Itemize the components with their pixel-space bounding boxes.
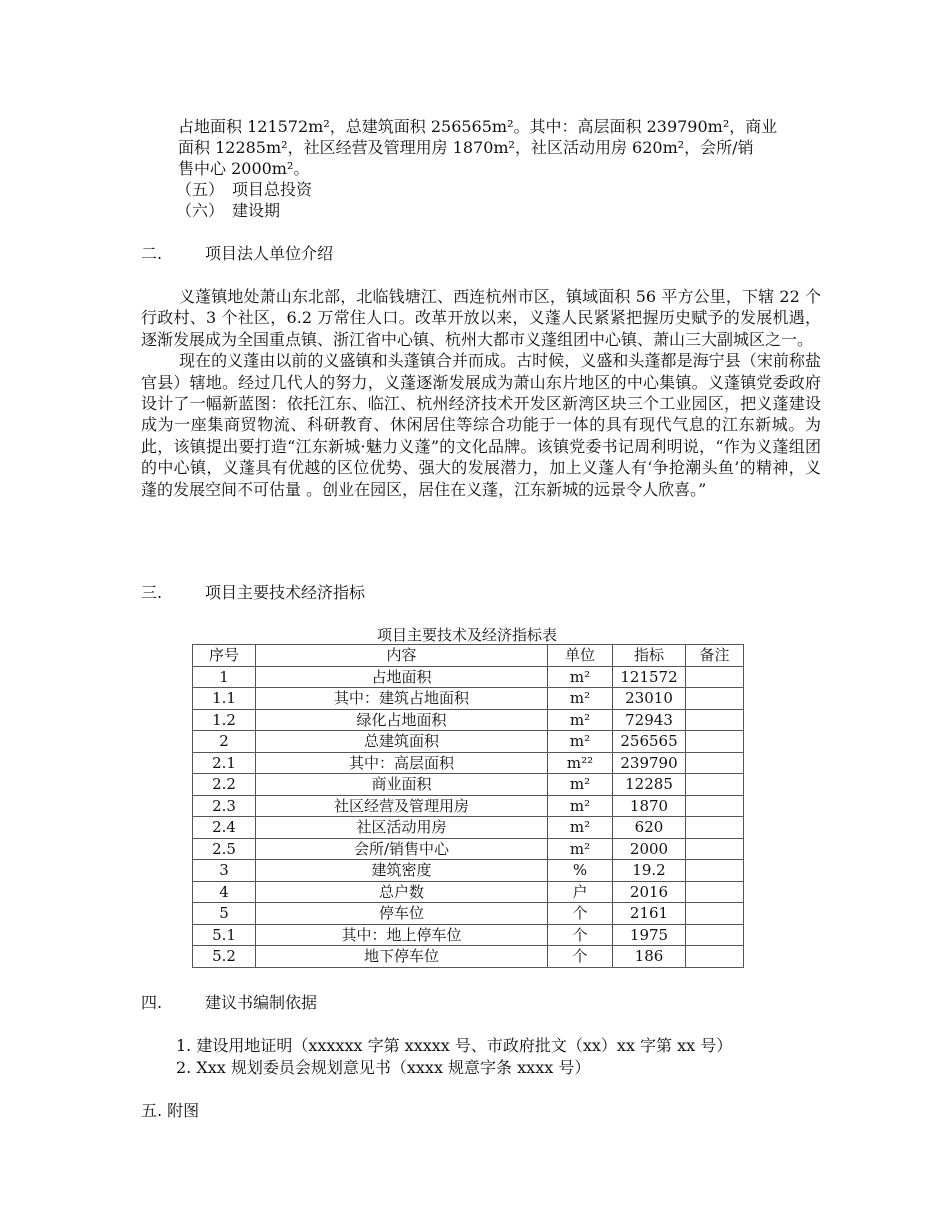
cell-value: 2161 xyxy=(613,903,686,925)
cell-unit: m² xyxy=(548,666,613,688)
cell-seq: 1.2 xyxy=(193,709,256,731)
table-row xyxy=(193,924,744,946)
cell-content: 总户数 xyxy=(256,881,548,903)
table-row xyxy=(193,903,744,925)
cell-seq: 2.4 xyxy=(193,817,256,839)
cell-content: 占地面积 xyxy=(256,666,548,688)
section-3-number: 三. xyxy=(141,583,163,602)
table-header-row xyxy=(193,645,744,667)
cell-remark xyxy=(686,709,744,731)
table-row xyxy=(193,860,744,882)
cell-seq: 1.1 xyxy=(193,688,256,710)
section-2-paragraph-2: 现在的义蓬由以前的义盛镇和头蓬镇合并而成。古时候，义盛和头蓬都是海宁县（宋前称盐官县）辖地。经过几代人的努力，义蓬逐渐发展成为萧山东片地区的中心集镇。义蓬镇党委政府设计了一幅新蓝图：依托江东、临江、杭州经济技术开发区新湾区块三个工业园区，把义蓬建设成为一座集商贸物流、科研教育、休闲居住等综合功能于一体的具有现代气息的江东新城。为此，该镇提出要打造“江东新城·魅力义蓬”的文化品牌。该镇党委书记周利明说，“作为义蓬组团的中心镇，义蓬具有优越的区位优势、强大的发展潜力，加上义蓬人有‘争抢潮头鱼’的精神，义蓬的发展空间不可估量 。创业在园区，居住在义蓬，江东新城的远景令人欣喜。” xyxy=(141,351,821,499)
table-title: 项目主要技术及经济指标表 xyxy=(376,626,557,644)
header-content: 内容 xyxy=(256,645,548,667)
cell-remark xyxy=(686,688,744,710)
cell-remark xyxy=(686,666,744,688)
cell-value: 12285 xyxy=(613,774,686,796)
cell-content: 会所/销售中心 xyxy=(256,838,548,860)
table-row xyxy=(193,774,744,796)
cell-unit: 户 xyxy=(548,881,613,903)
cell-unit: m² xyxy=(548,795,613,817)
cell-remark xyxy=(686,731,744,753)
cell-seq: 4 xyxy=(193,881,256,903)
cell-seq: 5 xyxy=(193,903,256,925)
cell-content: 绿化占地面积 xyxy=(256,709,548,731)
cell-content: 其中：建筑占地面积 xyxy=(256,688,548,710)
cell-unit: m² xyxy=(548,709,613,731)
basis-item-1: 1. 建设用地证明（xxxxxx 字第 xxxxx 号、市政府批文（xx）xx 字第 xx 号） xyxy=(176,1036,733,1055)
cell-unit: 个 xyxy=(548,903,613,925)
cell-value: 186 xyxy=(613,946,686,968)
section-2-heading xyxy=(141,243,333,264)
cell-remark xyxy=(686,774,744,796)
table-row xyxy=(193,731,744,753)
intro-line-3: 售中心 2000m²。 xyxy=(178,159,310,178)
cell-unit: 个 xyxy=(548,924,613,946)
cell-unit: % xyxy=(548,860,613,882)
cell-seq: 2 xyxy=(193,731,256,753)
basis-item-2: 2. Xxx 规划委员会规划意见书（xxxx 规意字条 xxxx 号） xyxy=(176,1058,591,1077)
cell-content: 建筑密度 xyxy=(256,860,548,882)
cell-unit: m²² xyxy=(548,752,613,774)
item-investment: （五） 项目总投资 xyxy=(176,180,313,199)
cell-value: 23010 xyxy=(613,688,686,710)
cell-seq: 2.2 xyxy=(193,774,256,796)
cell-value: 256565 xyxy=(613,731,686,753)
section-4-number: 四. xyxy=(141,993,163,1012)
cell-value: 19.2 xyxy=(613,860,686,882)
table-row xyxy=(193,838,744,860)
intro-line-2: 面积 12285m²，社区经营及管理用房 1870m²，社区活动用房 620m²，会所/销 xyxy=(178,138,754,157)
cell-seq: 2.3 xyxy=(193,795,256,817)
cell-content: 其中：地上停车位 xyxy=(256,924,548,946)
cell-remark xyxy=(686,946,744,968)
cell-value: 620 xyxy=(613,817,686,839)
table-row xyxy=(193,752,744,774)
table-row xyxy=(193,881,744,903)
cell-value: 121572 xyxy=(613,666,686,688)
table-row xyxy=(193,817,744,839)
section-2-title: 项目法人单位介绍 xyxy=(205,244,334,263)
section-2-paragraph-1: 义蓬镇地处萧山东北部，北临钱塘江、西连杭州市区，镇域面积 56 平方公里，下辖 22 个行政村、3 个社区，6.2 万常住人口。改革开放以来，义蓬人民紧紧把握历史赋予的发展机遇，逐渐发展成为全国重点镇、浙江省中心镇、杭州大都市义蓬组团中心镇、萧山三大副城区之一。 xyxy=(141,287,821,349)
table-row xyxy=(193,946,744,968)
cell-value: 239790 xyxy=(613,752,686,774)
cell-seq: 5.1 xyxy=(193,924,256,946)
cell-seq: 2.5 xyxy=(193,838,256,860)
cell-value: 2000 xyxy=(613,838,686,860)
section-2-body xyxy=(141,286,821,500)
cell-unit: m² xyxy=(548,731,613,753)
header-remark: 备注 xyxy=(686,645,744,667)
section-4-title: 建议书编制依据 xyxy=(205,993,318,1012)
cell-unit: m² xyxy=(548,817,613,839)
cell-seq: 2.1 xyxy=(193,752,256,774)
table-row xyxy=(193,688,744,710)
cell-content: 其中：高层面积 xyxy=(256,752,548,774)
cell-content: 地下停车位 xyxy=(256,946,548,968)
intro-line-1: 占地面积 121572m²，总建筑面积 256565m²。其中：高层面积 239790m²，商业 xyxy=(178,117,778,136)
table-row xyxy=(193,795,744,817)
cell-content: 总建筑面积 xyxy=(256,731,548,753)
cell-unit: m² xyxy=(548,838,613,860)
cell-content: 社区经营及管理用房 xyxy=(256,795,548,817)
item-construction-period: （六） 建设期 xyxy=(176,201,281,220)
cell-value: 1975 xyxy=(613,924,686,946)
table-row xyxy=(193,709,744,731)
cell-seq: 1 xyxy=(193,666,256,688)
cell-remark xyxy=(686,860,744,882)
cell-seq: 3 xyxy=(193,860,256,882)
cell-remark xyxy=(686,752,744,774)
section-5-heading: 五. 附图 xyxy=(141,1101,200,1120)
header-value: 指标 xyxy=(613,645,686,667)
cell-seq: 5.2 xyxy=(193,946,256,968)
section-3-heading xyxy=(141,582,365,603)
cell-content: 停车位 xyxy=(256,903,548,925)
indicator-table xyxy=(192,644,744,968)
table-row xyxy=(193,666,744,688)
section-4-heading xyxy=(141,992,317,1013)
cell-content: 商业面积 xyxy=(256,774,548,796)
header-unit: 单位 xyxy=(548,645,613,667)
cell-content: 社区活动用房 xyxy=(256,817,548,839)
cell-value: 1870 xyxy=(613,795,686,817)
header-seq: 序号 xyxy=(193,645,256,667)
section-3-title: 项目主要技术经济指标 xyxy=(205,583,366,602)
cell-remark xyxy=(686,924,744,946)
cell-value: 2016 xyxy=(613,881,686,903)
cell-remark xyxy=(686,881,744,903)
cell-remark xyxy=(686,838,744,860)
cell-unit: m² xyxy=(548,774,613,796)
cell-value: 72943 xyxy=(613,709,686,731)
cell-remark xyxy=(686,903,744,925)
cell-unit: m² xyxy=(548,688,613,710)
section-2-number: 二. xyxy=(141,244,163,263)
cell-remark xyxy=(686,795,744,817)
cell-remark xyxy=(686,817,744,839)
cell-unit: 个 xyxy=(548,946,613,968)
